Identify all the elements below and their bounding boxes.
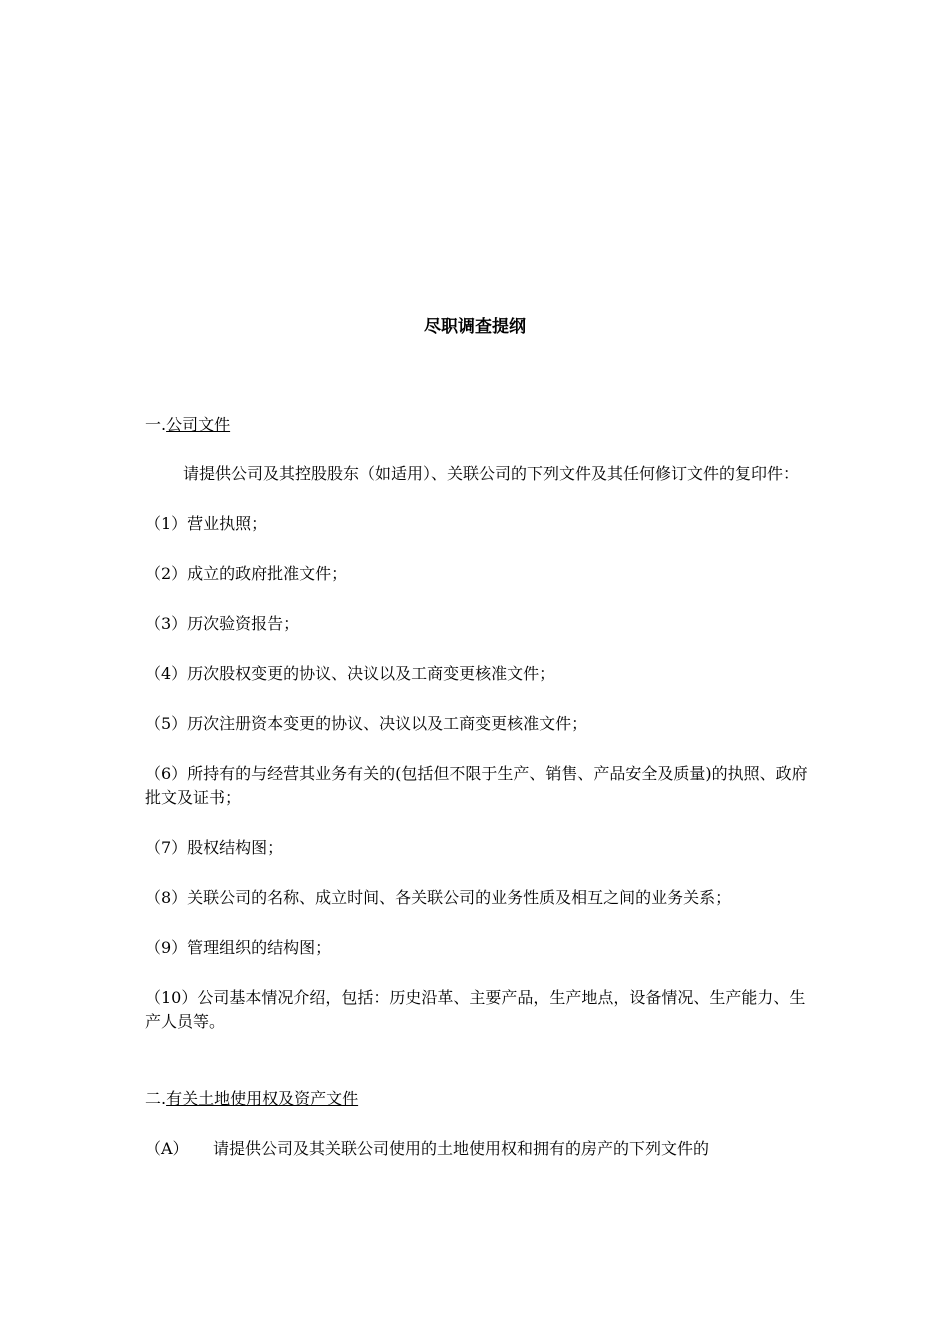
section-2-number: 二. — [145, 1089, 167, 1108]
list-item: （4）历次股权变更的协议、决议以及工商变更核准文件； — [145, 664, 556, 683]
list-item: （2）成立的政府批准文件； — [145, 564, 348, 583]
section-1-number: 一. — [145, 415, 167, 434]
item-a-label: （A） — [145, 1139, 189, 1158]
section-2-heading — [145, 1087, 810, 1111]
list-item: （8）关联公司的名称、成立时间、各关联公司的业务性质及相互之间的业务关系； — [145, 888, 732, 907]
list-item: （5）历次注册资本变更的协议、决议以及工商变更核准文件； — [145, 714, 588, 733]
list-item: （6）所持有的与经营其业务有关的(包括但不限于生产、销售、产品安全及质量)的执照、政府批文及证书； — [145, 764, 808, 807]
section-1-heading — [145, 413, 810, 437]
list-item: （10）公司基本情况介绍，包括：历史沿革、主要产品，生产地点，设备情况、生产能力、生产人员等。 — [145, 988, 806, 1031]
section-1-title: 公司文件 — [166, 415, 231, 434]
document-title: 尽职调查提纲 — [424, 317, 526, 337]
list-item: （7）股权结构图； — [145, 838, 284, 857]
item-a-text: 请提供公司及其关联公司使用的土地使用权和拥有的房产的下列文件的 — [213, 1139, 710, 1158]
list-item: （9）管理组织的结构图； — [145, 938, 332, 957]
section-2-item-a — [145, 1137, 810, 1161]
list-item: （3）历次验资报告； — [145, 614, 300, 633]
section-2-title: 有关土地使用权及资产文件 — [166, 1089, 359, 1108]
list-item: （1）营业执照； — [145, 514, 268, 533]
document-body — [145, 413, 810, 1161]
section-1-intro: 请提供公司及其控股股东（如适用）、关联公司的下列文件及其任何修订文件的复印件： — [183, 464, 800, 483]
